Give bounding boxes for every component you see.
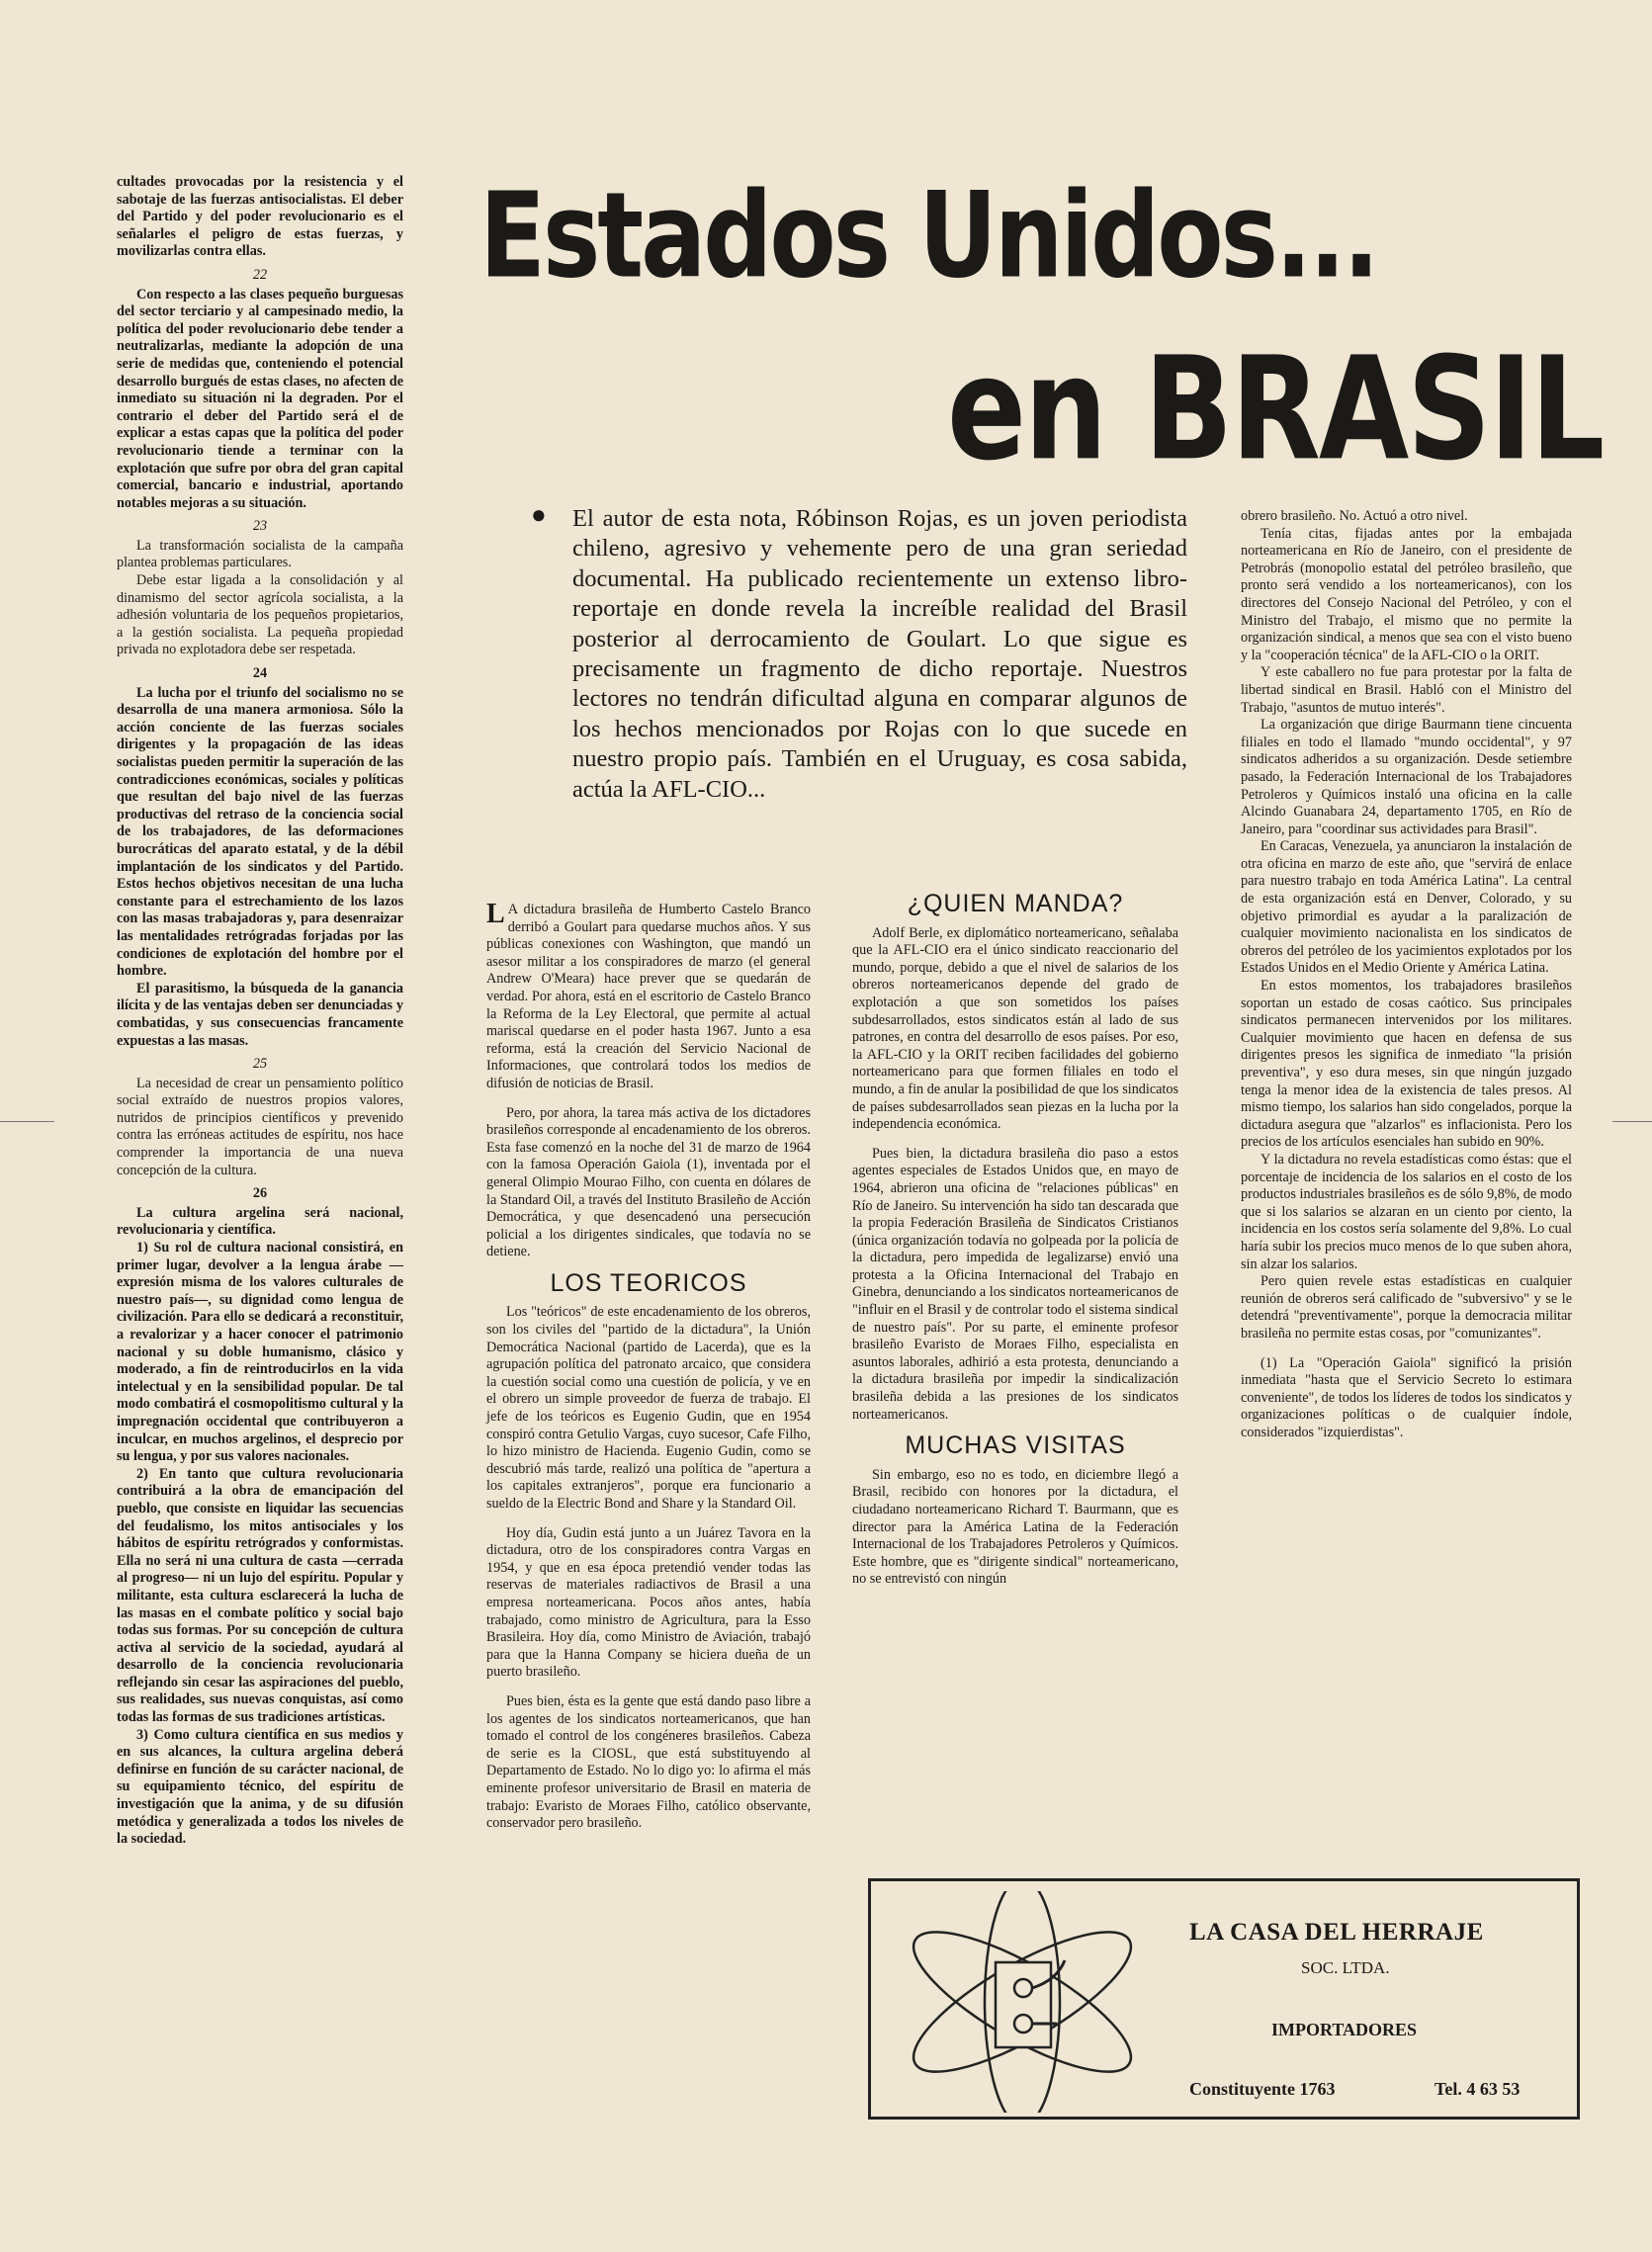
third-column (852, 890, 1178, 1589)
section-number: 25 (252, 1056, 268, 1073)
footnote: (1) La "Operación Gaiola" significó la prisión inmediata "hasta que el Servicio Secreto lo estimara conveniente", de todos los líderes de todos los sindicatos y organizaciones políticas o de cualquier índole, considerados "izquierdistas". (1241, 1354, 1572, 1440)
third-paragraph: Adolf Berle, ex diplomático norteamericano, señalaba que la AFL-CIO era el único sindicato reaccionario del mundo, porque, debido a que el nivel de salarios de los obreros norteamericanos depende del grado de explotación a que son sometidos los países subdesarrollados, estos sindicatos están al lado de sus patrones, en contra del desarrollo de esos países. Por eso, la AFL-CIO y la ORIT reciben facilidades del gobierno norteamericano para que formen filiales en todo el mundo, a fin de anular la posibilidad de que los sindicatos de países subdesarrollados sean piezas en la lucha por la independencia económica. (852, 924, 1178, 1133)
middle-paragraph: Los "teóricos" de este encadenamiento de los obreros, son los civiles del "partido de la dictadura", la Unión Democrática Nacional (partido de Lacerda), que es la agrupación política del patronato arcaico, que considera la cuestión social como una cuestión de policía, y ve en el obrero un simple proveedor de fuerza de trabajo. El jefe de los teóricos es Eugenio Gudin, que en 1954 conspiró contra Getulio Vargas, cuyo sucesor, Cafe Filho, lo hizo ministro de Hacienda. Eugenio Gudin, como se descubrió más tarde, realizó una política de "apertura a los capitales extranjeros", porque era funcionario a sueldo de la Electric Bond and Share y la Standard Oil. (486, 1304, 811, 1512)
middle-paragraph: Pero, por ahora, la tarea más activa de los dictadores brasileños corresponde al encadenamiento de los obreros. Esta fase comenzó en la noche del 31 de marzo de 1964 con la famosa Operación Gaiola (1), inventada por el general Olimpio Mourao Filho, con cuenta en dólares de la Standard Oil, a través del Instituto Brasileño de Acción Democrática, y que desencadenó una persecución policial a los dirigentes sindicales, que todavía no se detiene. (486, 1104, 811, 1260)
middle-paragraph: Pues bien, ésta es la gente que está dando paso libre a los agentes de los sindicatos norteamericanos, que han tomado el control de los congéneres brasileños. Cabeza de serie es la CIOSL, que está substituyendo al Departamento de Estado. No lo digo yo: lo afirma el más eminente profesor universitario de Brasil en materia de trabajo: Evaristo de Moraes Filho, católico observante, conservador pero brasileño. (486, 1692, 811, 1832)
middle-column (486, 899, 811, 1833)
ad-address: Constituyente 1763 (1189, 2079, 1336, 2099)
ad-company-name: LA CASA DEL HERRAJE (1189, 1919, 1484, 1946)
ad-company-type: SOC. LTDA. (1301, 1958, 1390, 1977)
right-paragraph: La organización que dirige Baurmann tiene cincuenta filiales en todo el llamado "mundo occidental", y 97 sindicatos adheridos a su organización. Desde setiembre pasado, la Federación Internacional de los Trabajadores Petroleros y Químicos instaló una oficina en la calle Alcindo Guanabara 24, departamento 1705, en Río de Janeiro, para "coordinar sus actividades para Brasil". (1241, 717, 1572, 837)
edge-rule-left (0, 1121, 54, 1122)
right-paragraph: En estos momentos, los trabajadores brasileños soportan un estado de cosas caótico. Sus principales sindicatos permanecen intervenidos por los militares. Cualquier movimiento que hacen en defensa de sus dirigentes presos les significa de inmediato "la prisión preventiva", y eso dura meses, sin que ningún juzgado tenga la menor idea de la existencia de tales presos. Al mismo tiempo, los salarios han sido congelados, porque la dictadura asegura que "alzarlos" es inflacionista. Pero los precios de los artículos esenciales han subido en 90%. (1241, 978, 1572, 1151)
ad-phone: Tel. 4 63 53 (1435, 2079, 1521, 2099)
left-paragraph: El parasitismo, la búsqueda de la ganancia ilícita y de las ventajas deben ser denunciadas y combatidas, y sus consecuencias francamente expuestas a las masas. (117, 980, 403, 1049)
right-paragraph: Tenía citas, fijadas antes por la embajada norteamericana en Río de Janeiro, con el presidente de Petrobrás (monopolio estatal del petróleo brasileño, que pronto será vendido a los norteamericanos), con los directores del Consejo Nacional del Petróleo, y con el Ministro del Trabajo, el mismo que no permite la organización sindical, a menos que sea con el visto bueno y la "cooperación técnica" de la AFL-CIO o la ORIT. (1241, 525, 1572, 663)
right-paragraph: Y la dictadura no revela estadísticas como éstas: que el porcentaje de incidencia de los salarios en el costo de los productos industriales brasileños es de sólo 9,8%, de modo que si los salarios se alzaran en un ciento por ciento, la incidencia en los costos sería solamente del 9,8%. Lo cual haría subir los precios muco menos de lo que suben ahora, sin alzar los salarios. (1241, 1151, 1572, 1272)
third-paragraph: Sin embargo, eso no es todo, en diciembre llegó a Brasil, recibido con honores por la dictadura, el ciudadano norteamericano Richard T. Baurmann, que es director para la América Latina de la Federación Internacional de los Trabajadores Petroleros y Químicos. Este hombre, que es "dirigente sindical" norteamericano, no se entrevistó con ningún (852, 1466, 1178, 1588)
subheading-muchas-visitas: MUCHAS VISITAS (905, 1431, 1126, 1460)
third-paragraph: Pues bien, la dictadura brasileña dio paso a estos agentes especiales de Estados Unidos que, en mayo de 1964, abrieron una oficina de "relaciones públicas" en Río de Janeiro. Su intervención ha sido tan descarada que la propia Federación Brasileña de Sindicatos Cristianos (única organización todavía no golpeada por la policía de la dictadura, pero impedida de legalizarse) envió una protesta a la Oficina Internacional del Trabajo en Ginebra, denunciando a los sindicatos norteamericanos de "influir en el Brasil y de controlar todo el sistema sindical de nuestro país". Por su parte, el eminente profesor brasileño Evaristo de Moraes Filho, especialista en asuntos laborales, adhirió a esta protesta, denunciando a la dictadura brasileña por impedir la sindicalización brasileña debida a las presiones de los sindicatos norteamericanos. (852, 1145, 1178, 1423)
left-paragraph: La necesidad de crear un pensamiento político social extraído de nuestros propios valores, nutridos de principios científicos y prevenido contra las erróneas actitudes de espíritu, nos hace comprender la importancia de una nueva concepción de la cultura. (117, 1075, 403, 1178)
left-paragraph: 1) Su rol de cultura nacional consistirá, en primer lugar, devolver a la lengua árabe —expresión misma de los valores culturales de nuestro país—, su dignidad como lengua de civilización. Para ello se dedicará a reconstituir, a revalorizar y a hacer conocer el patrimonio nacional y su doble humanismo, clásico y moderado, a fin de reintroducirlos en la vida intelectual y en la sensibilidad popular. De tal modo combatirá el cosmopolitismo cultural y la impregnación occidental que contribuyeron a inculcar, en muchos argelinos, el desprecio por su lengua, y por sus valores nacionales. (117, 1240, 403, 1465)
advertisement-box (868, 1878, 1580, 2120)
right-paragraph: obrero brasileño. No. Actuó a otro nivel. (1241, 508, 1468, 524)
drop-cap: L (486, 899, 505, 929)
intro-text: El autor de esta nota, Róbinson Rojas, es un joven periodista chileno, agresivo y vehemente pero de una gran seriedad documental. Ha publicado recientemente un extenso libro-reportaje en donde revela la increíble realidad del Brasil posterior al derrocamiento de Goulart. Lo que sigue es precisamente un fragmento de dicho reportaje. Nuestros lectores no tendrán dificultad alguna en comparar algunos de los hechos mencionados por Rojas con lo que sucede en nuestro propio país. También en el Uruguay, es cosa sabida, actúa la AFL-CIO... (572, 505, 1187, 803)
left-paragraph: Debe estar ligada a la consolidación y al dinamismo del sector agrícola socialista, a la adhesión voluntaria de los pequeños propietarios, a la gestión socialista. La pequeña propiedad privada no explotadora debe ser respetada. (117, 572, 403, 658)
right-column (1241, 508, 1572, 1441)
right-paragraph: Y este caballero no fue para protestar por la falta de libertad sindical en Brasil. Habló con el Ministro del Trabajo, "asuntos de mutuo interés". (1241, 664, 1572, 716)
subheading-quien-manda: ¿QUIEN MANDA? (907, 890, 1124, 917)
left-paragraph: 2) En tanto que cultura revolucionaria contribuirá a la obra de emancipación del pueblo, que consiste en liquidar las secuencias del feudalismo, los mitos antisociales y los hábitos de espíritu retrógrados y conformistas. Ella no será ni una cultura de casta —cerrada al progreso— ni un lujo del espíritu. Popular y militante, esta cultura esclarecerá la lucha de las masas en el combate político y social bajo todas sus formas. Por su concepción de cultura activa al servicio de la sociedad, ayudará al desarrollo de la conciencia revolucionaria reflejando sin cesar las aspiraciones del pueblo, sus realidades, sus nuevas conquistas, así como todas las formas de sus tradiciones artísticas. (117, 1465, 403, 1726)
middle-paragraph: Hoy día, Gudin está junto a un Juárez Tavora en la dictadura, otro de los conspiradores contra Vargas en 1954, y que en esa época pretendió vender todas las reservas de materiales radiactivos de Brasil a una empresa norteamericana. Pocos años antes, había trabajado, como ministro de Agricultura, para la Esso Brasileira. Hoy día, como Ministro de Aviación, trabajó para que la Hanna Company se hiciera dueña de un puerto brasileño. (486, 1524, 811, 1681)
atom-logo-icon (889, 1891, 1156, 2113)
bullet-icon: ● (531, 500, 547, 529)
section-number: 24 (252, 665, 268, 682)
left-paragraph: La lucha por el triunfo del socialismo no se desarrolla de una manera armoniosa. Sólo la acción conciente de las fuerzas sociales dirigentes y la propagación de las ideas socialistas pueden permitir la superación de las contradicciones económicas, sociales y políticas que resultan del bajo nivel de las fuerzas productivas del retraso de la conciencia social de los trabajadores, de las deformaciones burocráticas del aparato estatal, y de la débil implantación de los sindicatos y del Partido. Estos hechos objetivos necesitan de una lucha constante para el estrechamiento de los lazos con las masas trabajadoras y, para desenraizar las mentalidades retrógradas forjadas por las condiciones de explotación del hombre por el hombre. (117, 684, 403, 980)
left-paragraph: La transformación socialista de la campaña plantea problemas particulares. (117, 537, 403, 571)
left-column (117, 174, 403, 1849)
right-paragraph: En Caracas, Venezuela, ya anunciaron la instalación de otra oficina en marzo de este año, que "servirá de enlace para nuestro trabajo en toda América Latina". La central de esta organización está en Denver, Colorado, y su objetivo primordial es ayudar a la paralización de cualquier movimiento nacionalista en los sindicatos de obreros del petróleo de los yacimientos explotados por los Estados Unidos en el Medio Oriente y América Latina. (1241, 838, 1572, 977)
headline-line-1: Estados Unidos... (479, 167, 1377, 305)
left-paragraph: Con respecto a las clases pequeño burguesas del sector terciario y al campesinado medio, la política del poder revolucionario debe tender a neutralizarlas, mediante la adopción de una serie de medidas que, conteniendo el potencial desarrollo burgués de estas clases, no afecten de inmediato su situación ni la degraden. Por el contrario el deber del Partido será el de explicar a estas capas que la política del poder revolucionario tiende a terminar con la explotación que sufre por obra del gran capital comercial, bancario e industrial, aportando notables mejoras a su situación. (117, 286, 403, 511)
ad-activity: IMPORTADORES (1271, 2020, 1418, 2039)
headline-line-2: en BRASIL (947, 325, 1604, 492)
middle-paragraph (486, 899, 811, 1093)
edge-rule-right (1612, 1121, 1652, 1122)
section-number: 26 (252, 1185, 268, 1202)
middle-paragraph-text: A dictadura brasileña de Humberto Castelo Branco derribó a Goulart para quedarse muchos años. Y sus públicas conexiones con Washington, que mandó un asesor militar a los conspiradores de marzo (el general Andrew O'Meara) hace prever que se quedarán de verdad. Por ahora, está en el escritorio de Castelo Branco la Reforma de la Ley Electoral, que permite al actual mariscal quedarse en el poder hasta 1967. Junto a esa reforma, está la creación del Servicio Nacional de Informaciones, que controlará todos los medios de difusión de noticias de Brasil. (486, 902, 811, 1091)
left-paragraph: cultades provocadas por la resistencia y el sabotaje de las fuerzas antisocialistas. El deber del Partido y del poder revolucionario es el señalarles el peligro de estas fuerzas, y movilizarlas contra ellas. (117, 174, 403, 260)
left-paragraph: 3) Como cultura científica en sus medios y en sus alcances, la cultura argelina deberá definirse en función de su carácter nacional, de su equipamiento técnico, del espíritu de investigación que la anima, y de su difusión metódica y generalizada a todos los niveles de la sociedad. (117, 1726, 403, 1848)
section-number: 23 (252, 518, 268, 535)
right-paragraph: Pero quien revele estas estadísticas en cualquier reunión de obreros será calificado de "subversivo" y se le detendrá "preventivamente", porque la democracia militar brasileña no permite estas cosas, por "comunizantes". (1241, 1273, 1572, 1342)
section-number: 22 (252, 266, 268, 283)
left-paragraph: La cultura argelina será nacional, revolucionaria y científica. (117, 1204, 403, 1239)
subheading-teoricos: LOS TEORICOS (550, 1268, 747, 1297)
